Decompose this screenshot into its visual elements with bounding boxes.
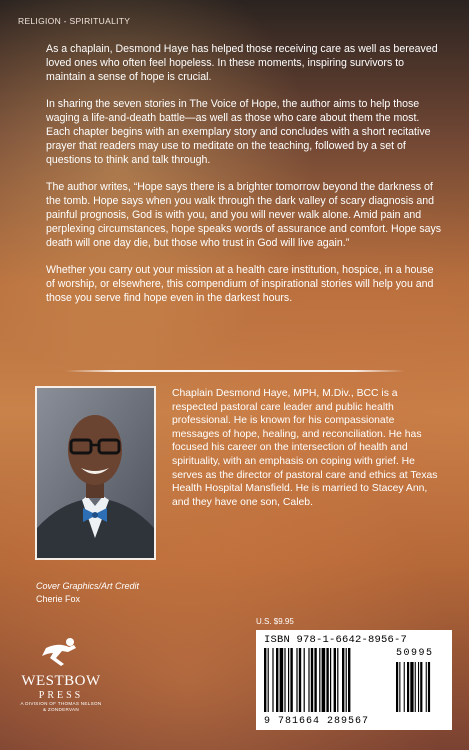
barcode-bar [296, 648, 297, 712]
barcode-bar [314, 648, 316, 712]
barcode-addon-bar [399, 662, 400, 712]
barcode-bar [319, 648, 320, 712]
barcode-addon-bar [418, 662, 419, 712]
description-paragraph-3: The author writes, “Hope says there is a brighter tomorrow beyond the darkness of the tomb. Hope says when you walk through the dark valley of scary diagnosis and painful prognosis, God is with you, and you will never walk alone. Amid pain and perplexing circumstances, hope speaks words of assurance and comfort. Hope says death will one day die, but those who trust in God will live again.” [46, 180, 442, 250]
barcode-bar [290, 648, 292, 712]
barcode-bar [342, 648, 344, 712]
barcode-bar [304, 648, 305, 712]
cover-credit [36, 580, 139, 606]
barcode-bar [264, 648, 266, 712]
barcode-bar [272, 648, 273, 712]
book-description [46, 42, 442, 317]
publisher-division-line2: & ZONDERVAN [42, 706, 80, 712]
barcode-bar [299, 648, 301, 712]
barcode-bar [284, 648, 285, 712]
isbn-barcode [256, 630, 452, 730]
price-label: U.S. $9.95 [256, 617, 294, 626]
publisher-division-line1: A DIVISION OF THOMAS NELSON [20, 701, 102, 706]
barcode-bar [308, 648, 309, 712]
barcode-bar [276, 648, 278, 712]
author-portrait-photo [35, 386, 156, 560]
credit-name: Cherie Fox [36, 594, 81, 604]
barcode-bar [311, 648, 313, 712]
section-divider [65, 370, 405, 372]
barcode-bar [346, 648, 347, 712]
barcode-digits: 9 781664 289567 [264, 716, 370, 727]
barcode-bar [288, 648, 289, 712]
barcode-bar [326, 648, 328, 712]
barcode-addon-digits: 50995 [396, 648, 434, 659]
barcode-addon-bar [415, 662, 416, 712]
publisher-logo [18, 636, 104, 712]
credit-role: Cover Graphics/Art Credit [36, 581, 140, 591]
westbow-runner-logo-icon [36, 636, 86, 666]
barcode-addon-bar [407, 662, 409, 712]
barcode-bar [334, 648, 336, 712]
barcode-bar [322, 648, 326, 712]
description-paragraph-1: As a chaplain, Desmond Haye has helped those receiving care as well as bereaved loved ones who often feel hopeless. In these moments, inspiring survivors to maintain a sense of hope is crucial. [46, 43, 438, 84]
barcode-addon-bar [404, 662, 405, 712]
category-label: RELIGION - SPIRITUALITY [18, 16, 131, 26]
author-name: Chaplain Desmond Haye, MPH, M.Div., BCC [172, 388, 379, 399]
author-bio-text: is a respected pastoral care leader and public health professional. He is known for his compassionate messages of hope, healing, and reconciliation. He has focused his career on the intersection of health and spirituality, with an emphasis on coping with grief. He serves as the director of pastoral care and ethics at Texas Health Hospital Mansfield. He is married to Stacey Ann, and they have one son, Caleb. [172, 388, 438, 508]
publisher-brand: WESTBOW [21, 673, 101, 689]
publisher-press: PRESS [38, 690, 84, 701]
barcode-addon-bar [428, 662, 430, 712]
barcode-addon-bar [410, 662, 413, 712]
barcode-addon-bar [426, 662, 427, 712]
description-paragraph-2: In sharing the seven stories in The Voice of Hope, the author aims to help those waging a life-and-death battle—as well as those who care about them the most. Each chapter begins with an exemplary story and concludes with a short recitative prayer that readers may use to meditate on the teaching, followed by a set of questions to think and talk through. [46, 97, 431, 167]
barcode-bar [348, 648, 350, 712]
barcode-bar [268, 648, 269, 712]
barcode-bar [337, 648, 338, 712]
author-bio [172, 387, 442, 509]
barcode-bar [330, 648, 331, 712]
barcode-addon-bar [396, 662, 398, 712]
description-paragraph-4: Whether you carry out your mission at a health care institution, hospice, in a house of worship, or elsewhere, this compendium of inspirational stories will help you and those you serve find hope even in the darkest hours. [46, 263, 434, 305]
barcode-bar [280, 648, 284, 712]
isbn-label: ISBN 978-1-6642-8956-7 [264, 634, 408, 646]
barcode-addon-bar [420, 662, 422, 712]
